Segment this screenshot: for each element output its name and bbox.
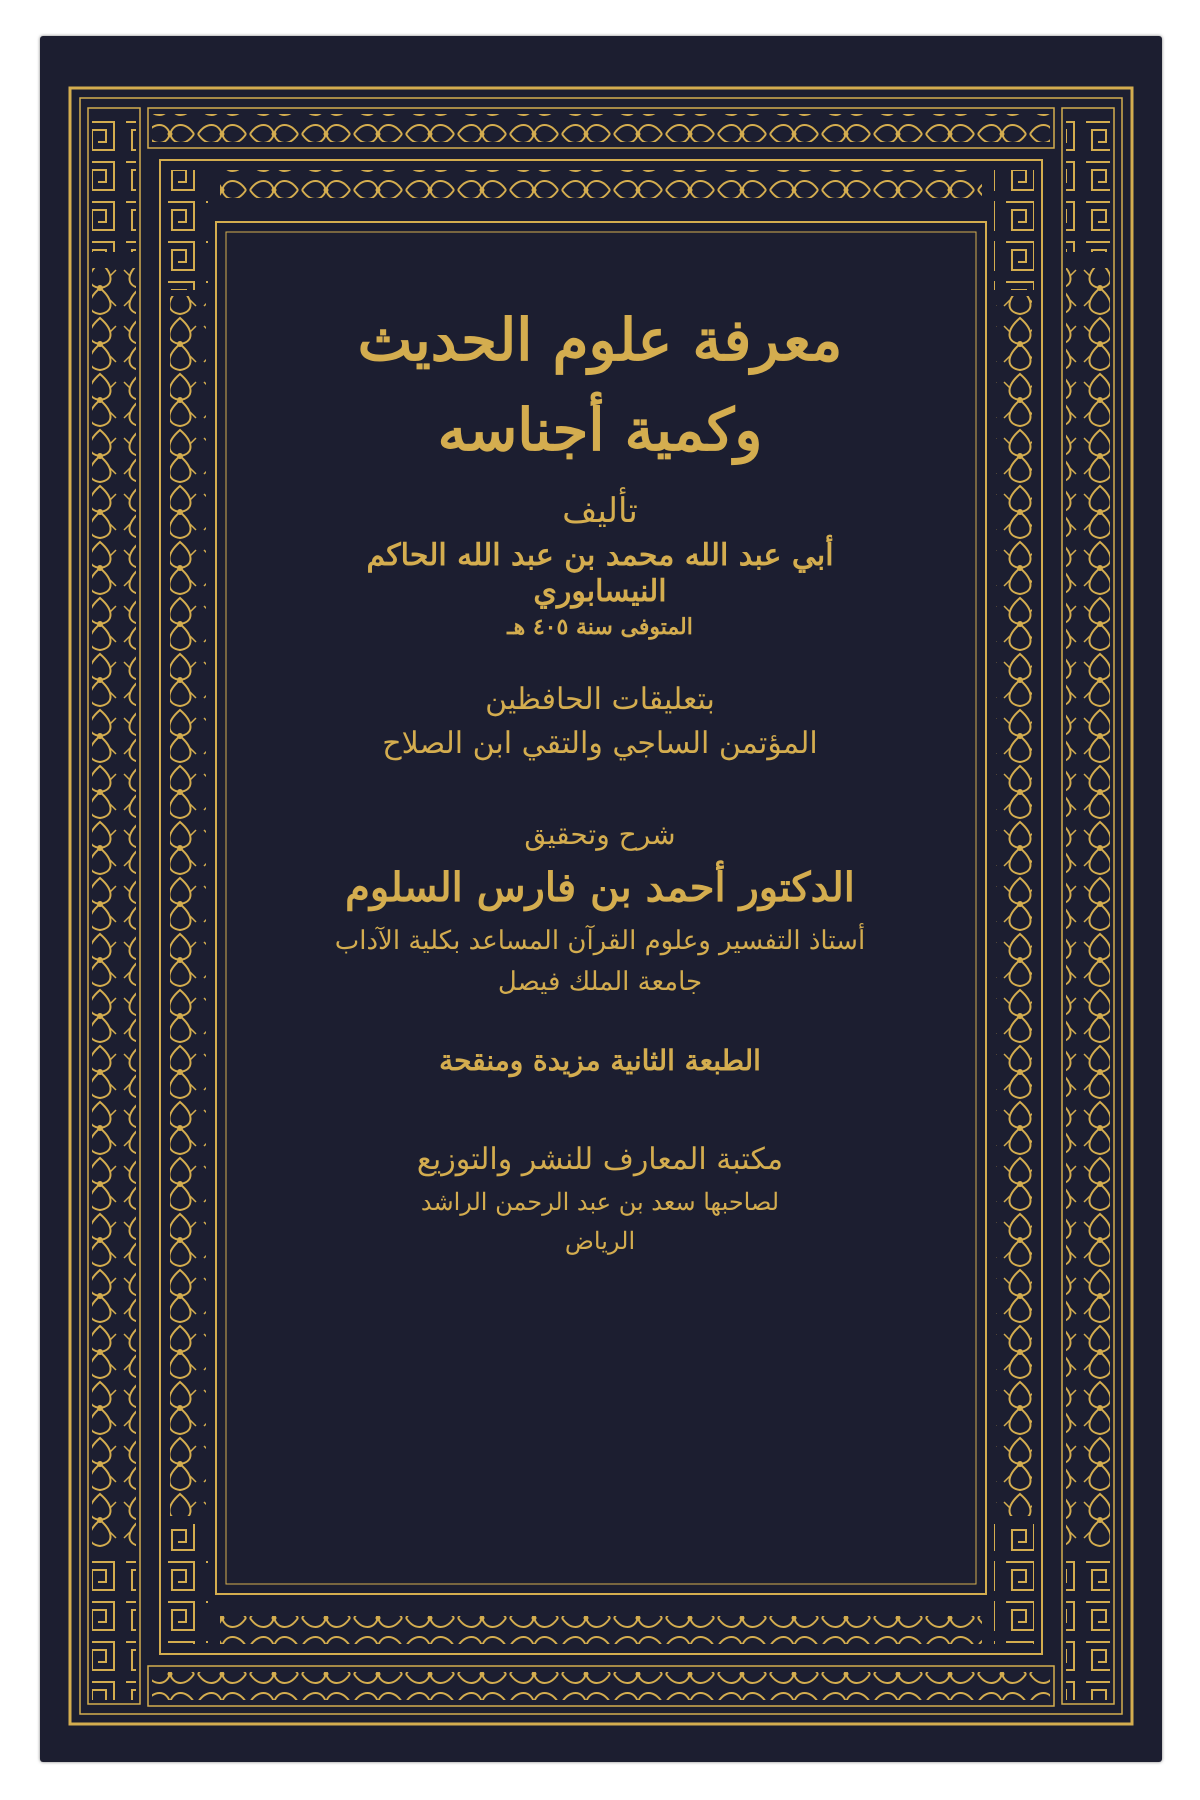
annotators: المؤتمن الساجي والتقي ابن الصلاح (382, 726, 818, 762)
edition: الطبعة الثانية مزيدة ومنقحة (439, 1044, 761, 1078)
annotations-label: بتعليقات الحافظين (485, 682, 715, 718)
authored-by-label: تأليف (562, 491, 638, 532)
publisher-owner: لصاحبها سعد بن عبد الرحمن الراشد (420, 1187, 780, 1216)
book-cover (40, 36, 1162, 1762)
editor-name: الدكتور أحمد بن فارس السلوم (345, 863, 855, 911)
book-title: معرفة علوم الحديث (357, 306, 843, 374)
author-name: أبي عبد الله محمد بن عبد الله الحاكم النيسابوري (366, 537, 834, 609)
commentary-label: شرح وتحقيق (524, 818, 676, 852)
university: جامعة الملك فيصل (497, 967, 703, 998)
publisher-city: الرياض (564, 1226, 636, 1255)
book-title-line2: وكمية أجناسه (437, 395, 763, 464)
publisher: مكتبة المعارف للنشر والتوزيع (416, 1141, 784, 1177)
death-year: المتوفى سنة ٤٠٥ هـ (507, 613, 693, 640)
cover-text (310, 306, 890, 1256)
editor-title: أستاذ التفسير وعلوم القرآن المساعد بكلية الآداب (334, 925, 866, 956)
